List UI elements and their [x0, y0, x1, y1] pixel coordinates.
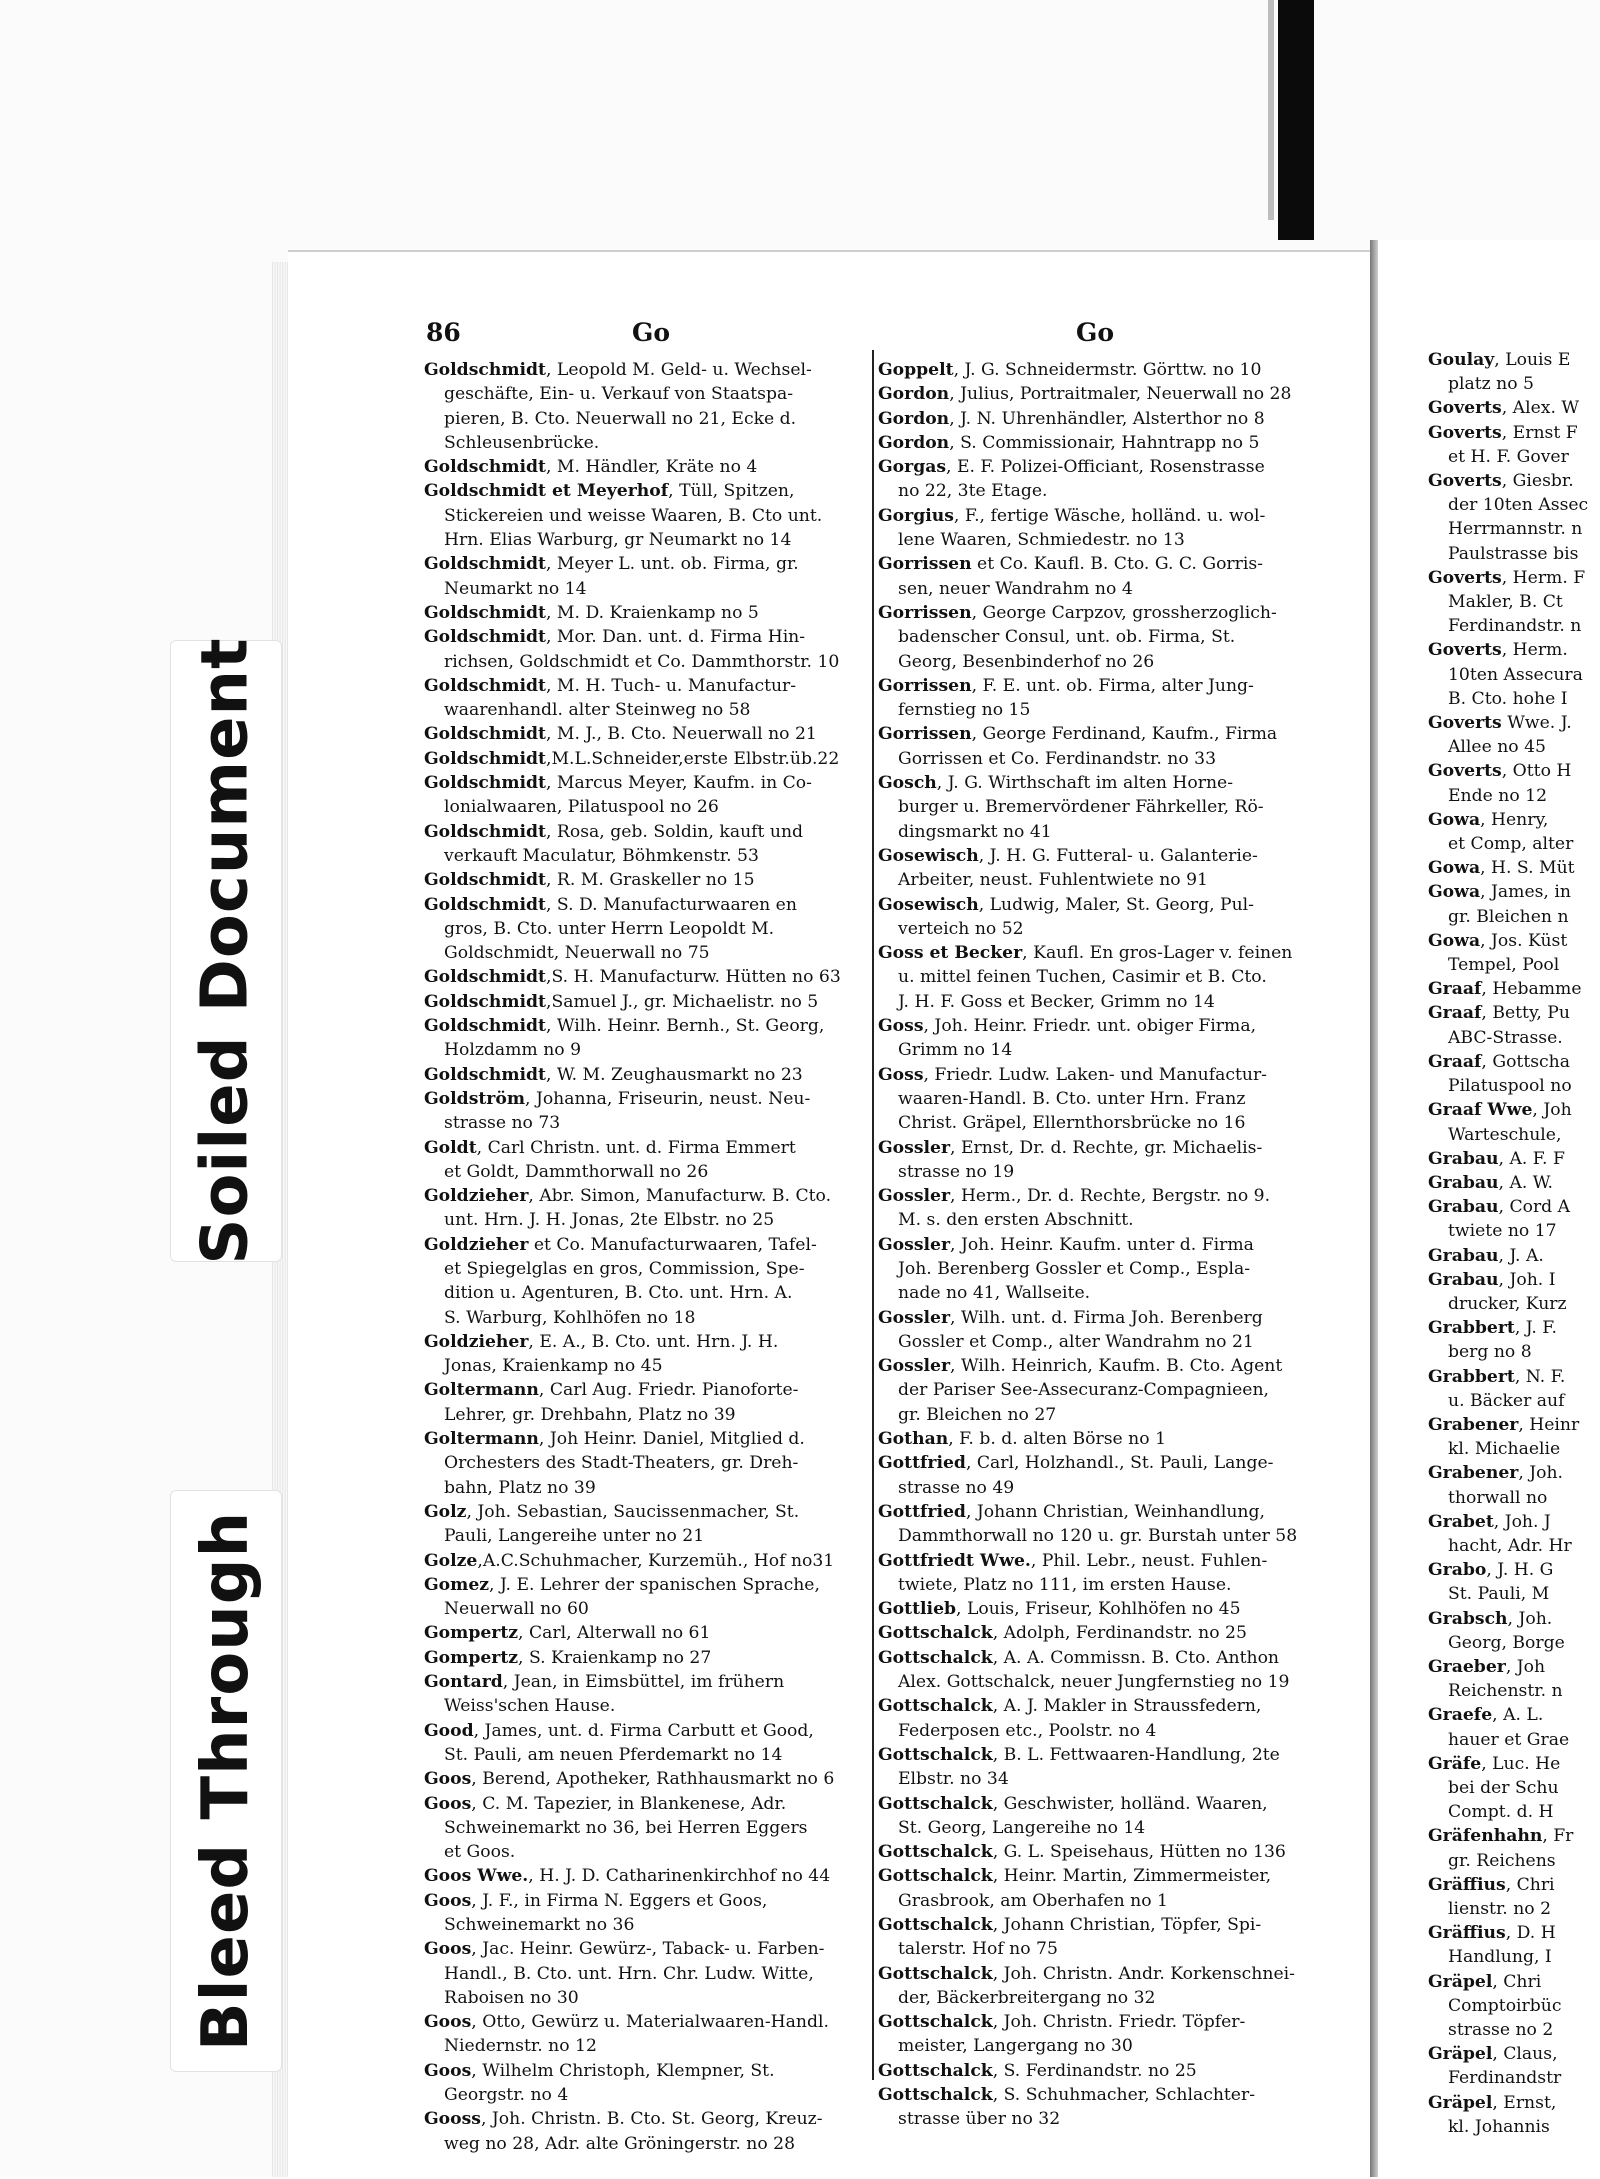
directory-entry-line: Graaf, Hebamme	[1428, 979, 1582, 1000]
directory-entry-line: u. Bäcker auf	[1448, 1390, 1565, 1411]
directory-entry-line: Raboisen no 30	[444, 1987, 579, 2008]
directory-entry-line: Goldschmidt, Marcus Meyer, Kaufm. in Co-	[424, 773, 812, 794]
directory-entry-line: Goss et Becker, Kaufl. En gros-Lager v. feinen	[878, 943, 1293, 964]
directory-entry-line: Gontard, Jean, in Eimsbüttel, im frühern	[424, 1672, 785, 1693]
directory-entry-line: Gräffius, D. H	[1428, 1923, 1556, 1944]
directory-entry-line: Schweinemarkt no 36, bei Herren Eggers	[444, 1817, 808, 1838]
directory-entry-line: Goldschmidt,S. H. Manufacturw. Hütten no 63	[424, 967, 841, 988]
directory-entry-line: Goos, J. F., in Firma N. Eggers et Goos,	[424, 1890, 768, 1911]
directory-entry-line: Gossler et Comp., alter Wandrahm no 21	[898, 1331, 1254, 1352]
directory-entry-line: Goverts, Herm.	[1428, 640, 1568, 661]
bleed-through-text: Bleed Through	[189, 1510, 263, 2052]
directory-entry-line: Handlung, I	[1448, 1947, 1552, 1968]
directory-entry-line: Goos, Jac. Heinr. Gewürz-, Taback- u. Farben-	[424, 1939, 825, 1960]
directory-entry-line: J. H. F. Goss et Becker, Grimm no 14	[898, 991, 1215, 1012]
directory-entry-line: Grabau, Cord A	[1428, 1197, 1571, 1218]
directory-entry-line: Goverts, Ernst F	[1428, 422, 1578, 443]
directory-entry-line: geschäfte, Ein- u. Verkauf von Staatspa-	[444, 384, 794, 405]
directory-entry-line: Golz, Joh. Sebastian, Saucissenmacher, St.	[424, 1501, 800, 1522]
directory-entry-line: et Spiegelglas en gros, Commission, Spe-	[444, 1258, 805, 1279]
directory-entry-line: St. Pauli, M	[1448, 1584, 1550, 1605]
directory-entry-line: Gowa, Jos. Küst	[1428, 930, 1568, 951]
directory-entry-line: Grabener, Joh.	[1428, 1463, 1564, 1484]
directory-entry-line: Allee no 45	[1448, 737, 1546, 758]
directory-entry-line: Reichenstr. n	[1448, 1681, 1563, 1702]
directory-entry-line: Goltermann, Joh Heinr. Daniel, Mitglied d.	[424, 1429, 805, 1450]
directory-entry-line: kl. Michaelie	[1448, 1439, 1561, 1460]
directory-entry-line: Alex. Gottschalck, neuer Jungfernstieg no 19	[898, 1672, 1290, 1693]
directory-entry-line: unt. Hrn. J. H. Jonas, 2te Elbstr. no 25	[444, 1210, 775, 1231]
directory-entry-line: Goverts, Alex. W	[1428, 398, 1580, 419]
directory-column-right	[1428, 348, 1600, 2139]
directory-entry-line: weg no 28, Adr. alte Gröningerstr. no 28	[444, 2133, 796, 2154]
directory-entry-line: Gottschalck, Johann Christian, Töpfer, Spi-	[878, 1915, 1262, 1935]
directory-entry-line: et Comp, alter	[1448, 834, 1574, 855]
directory-entry-line: Grabener, Heinr	[1428, 1414, 1580, 1435]
directory-entry-line: Grabau, J. A.	[1428, 1245, 1544, 1266]
directory-entry-line: Gottschalck, S. Ferdinandstr. no 25	[878, 2060, 1197, 2081]
directory-entry-line: S. Warburg, Kohlhöfen no 18	[444, 1307, 696, 1328]
directory-entry-line: Tempel, Pool	[1448, 955, 1560, 976]
directory-entry-line: Gottschalck, A. J. Makler in Straussfedern,	[878, 1696, 1262, 1717]
directory-entry-line: nade no 41, Wallseite.	[898, 1283, 1091, 1304]
directory-entry-line: Goos, C. M. Tapezier, in Blankenese, Adr.	[424, 1793, 787, 1814]
directory-entry-line: St. Pauli, am neuen Pferdemarkt no 14	[444, 1744, 783, 1765]
directory-entry-line: strasse no 73	[444, 1113, 561, 1134]
directory-entry-line: Pilatuspool no	[1448, 1076, 1572, 1097]
column-divider	[872, 350, 874, 2080]
directory-entry-line: Gottfriedt Wwe., Phil. Lebr., neust. Fuhlen-	[878, 1550, 1268, 1571]
directory-entry-line: Christ. Gräpel, Ellernthorsbrücke no 16	[898, 1113, 1246, 1134]
directory-entry-line: Gottfried, Carl, Holzhandl., St. Pauli, Lange-	[878, 1453, 1274, 1474]
soiled-document-text: Soiled Document	[189, 637, 263, 1265]
directory-entry-line: dition u. Agenturen, B. Cto. unt. Hrn. A.	[444, 1283, 793, 1304]
directory-entry-line: bahn, Platz no 39	[444, 1477, 596, 1498]
directory-entry-line: Neumarkt no 14	[444, 578, 587, 599]
directory-entry-line: Makler, B. Ct	[1448, 592, 1563, 613]
directory-entry-line: Goldschmidt, Mor. Dan. unt. d. Firma Hin-	[424, 627, 806, 648]
directory-entry-line: Gräpel, Chri	[1428, 1971, 1542, 1992]
directory-entry-line: Gowa, Henry,	[1428, 809, 1549, 830]
directory-entry-line: et Goos.	[444, 1842, 516, 1863]
directory-entry-line: Handl., B. Cto. unt. Hrn. Chr. Ludw. Witte,	[444, 1963, 814, 1984]
directory-entry-line: Grabet, Joh. J	[1428, 1511, 1551, 1532]
directory-entry-line: Grabo, J. H. G	[1428, 1560, 1554, 1581]
directory-entry-line: Gottschalck, Geschwister, holländ. Waaren,	[878, 1793, 1268, 1814]
directory-entry-line: Gossler, Wilh. Heinrich, Kaufm. B. Cto. Agent	[878, 1356, 1283, 1377]
directory-entry-line: Goldschmidt,Samuel J., gr. Michaelistr. no 5	[424, 991, 819, 1012]
directory-entry-line: waarenhandl. alter Steinweg no 58	[444, 700, 751, 721]
directory-entry-line: Goldschmidt,M.L.Schneider,erste Elbstr.üb.22	[424, 748, 840, 769]
directory-entry-line: Neuerwall no 60	[444, 1599, 589, 1620]
directory-entry-line: Gompertz, S. Kraienkamp no 27	[424, 1647, 712, 1668]
directory-entry-line: sen, neuer Wandrahm no 4	[898, 578, 1133, 599]
directory-entry-line: Grasbrook, am Oberhafen no 1	[898, 1890, 1168, 1911]
directory-entry-line: Goverts Wwe. J.	[1428, 713, 1572, 734]
directory-entry-line: Niedernstr. no 12	[444, 2036, 597, 2057]
running-head-left: Go	[632, 318, 671, 347]
directory-entry-line: Gottschalck, Joh. Christn. Andr. Korkenschnei-	[878, 1963, 1295, 1984]
directory-entry-line: dingsmarkt no 41	[898, 821, 1052, 842]
directory-entry-line: Goldschmidt, W. M. Zeughausmarkt no 23	[424, 1064, 803, 1085]
directory-entry-line: Jonas, Kraienkamp no 45	[444, 1356, 663, 1377]
directory-entry-line: Comptoirbüc	[1448, 1995, 1562, 2016]
directory-entry-line: Gompertz, Carl, Alterwall no 61	[424, 1623, 711, 1644]
directory-entry-line: Gräpel, Claus,	[1428, 2044, 1558, 2065]
directory-entry-line: Gottlieb, Louis, Friseur, Kohlhöfen no 45	[878, 1599, 1241, 1620]
directory-entry-line: Gordon, Julius, Portraitmaler, Neuerwall no 28	[878, 384, 1292, 405]
directory-entry-line: Gorgius, F., fertige Wäsche, holländ. u. wol-	[878, 505, 1266, 526]
directory-entry-line: Weiss'schen Hause.	[444, 1696, 616, 1717]
directory-entry-line: hauer et Grae	[1448, 1729, 1570, 1750]
directory-entry-line: Schweinemarkt no 36	[444, 1915, 635, 1935]
directory-entry-line: Gottschalck, Heinr. Martin, Zimmermeister,	[878, 1866, 1272, 1887]
directory-entry-line: Goldzieher, Abr. Simon, Manufacturw. B. Cto.	[424, 1186, 832, 1207]
directory-entry-line: Warteschule,	[1448, 1124, 1562, 1145]
directory-entry-line: Gosewisch, J. H. G. Futteral- u. Galanterie-	[878, 845, 1258, 866]
directory-entry-line: Grabau, A. F. F	[1428, 1148, 1565, 1169]
directory-entry-line: Gräfenhahn, Fr	[1428, 1826, 1574, 1847]
directory-entry-line: platz no 5	[1448, 374, 1534, 395]
directory-entry-line: Goldschmidt, R. M. Graskeller no 15	[424, 870, 755, 891]
directory-entry-line: et H. F. Gover	[1448, 446, 1569, 467]
directory-entry-line: Golze,A.C.Schuhmacher, Kurzemüh., Hof no31	[424, 1550, 835, 1571]
directory-entry-line: no 22, 3te Etage.	[898, 481, 1048, 502]
directory-entry-line: Goos Wwe., H. J. D. Catharinenkirchhof no 44	[424, 1866, 831, 1887]
directory-entry-line: Goldschmidt, Meyer L. unt. ob. Firma, gr.	[424, 554, 799, 575]
directory-entry-line: Gossler, Herm., Dr. d. Rechte, Bergstr. no 9.	[878, 1186, 1271, 1207]
directory-entry-line: Gorrissen, F. E. unt. ob. Firma, alter Jung-	[878, 675, 1254, 696]
directory-entry-line: Goldschmidt, Leopold M. Geld- u. Wechsel-	[424, 360, 812, 380]
directory-entry-line: strasse no 19	[898, 1161, 1015, 1182]
directory-entry-line: hacht, Adr. Hr	[1448, 1535, 1572, 1556]
directory-entry-line: Graaf Wwe, Joh	[1428, 1100, 1572, 1121]
directory-entry-line: Goppelt, J. G. Schneidermstr. Görttw. no 10	[878, 360, 1262, 380]
directory-entry-line: Goldschmidt, S. D. Manufacturwaaren en	[424, 894, 797, 915]
directory-entry-line: Goldschmidt, M. Händler, Kräte no 4	[424, 457, 758, 478]
directory-entry-line: Goos, Wilhelm Christoph, Klempner, St.	[424, 2060, 775, 2081]
directory-entry-line: Goltermann, Carl Aug. Friedr. Pianoforte-	[424, 1380, 799, 1401]
directory-entry-line: Gomez, J. E. Lehrer der spanischen Sprache,	[424, 1574, 820, 1595]
directory-entry-line: gr. Bleichen no 27	[898, 1404, 1057, 1425]
directory-entry-line: drucker, Kurz	[1448, 1293, 1567, 1314]
directory-entry-line: Gorrissen, George Carpzov, grossherzoglich-	[878, 602, 1277, 623]
directory-entry-line: Paulstrasse bis	[1448, 543, 1579, 564]
directory-entry-line: B. Cto. hohe I	[1448, 688, 1568, 709]
directory-entry-line: waaren-Handl. B. Cto. unter Hrn. Franz	[898, 1088, 1246, 1109]
directory-entry-line: lonialwaaren, Pilatuspool no 26	[444, 797, 719, 818]
directory-entry-line: Gorgas, E. F. Polizei-Officiant, Rosenstrasse	[878, 457, 1265, 478]
directory-entry-line: richsen, Goldschmidt et Co. Dammthorstr. 10	[444, 651, 840, 672]
directory-entry-line: St. Georg, Langereihe no 14	[898, 1817, 1146, 1838]
directory-entry-line: Gossler, Wilh. unt. d. Firma Joh. Berenberg	[878, 1307, 1263, 1328]
directory-entry-line: gros, B. Cto. unter Herrn Leopoldt M.	[444, 918, 775, 939]
directory-entry-line: der 10ten Assec	[1448, 495, 1589, 516]
directory-entry-line: Goldt, Carl Christn. unt. d. Firma Emmert	[424, 1137, 796, 1158]
directory-entry-line: Gowa, James, in	[1428, 882, 1571, 903]
running-head-right: Go	[1076, 318, 1115, 347]
directory-entry-line: 10ten Assecura	[1448, 664, 1583, 685]
directory-entry-line: Goldschmidt, Wilh. Heinr. Bernh., St. Georg,	[424, 1016, 825, 1037]
directory-entry-line: Good, James, unt. d. Firma Carbutt et Good,	[424, 1720, 814, 1741]
directory-entry-line: berg no 8	[1448, 1342, 1532, 1363]
directory-entry-line: Gottschalck, B. L. Fettwaaren-Handlung, 2te	[878, 1744, 1280, 1765]
directory-entry-line: der Pariser See-Assecuranz-Compagnieen,	[898, 1380, 1270, 1401]
directory-entry-line: Goldzieher, E. A., B. Cto. unt. Hrn. J. H.	[424, 1331, 779, 1352]
directory-entry-line: twiete, Platz no 111, im ersten Hause.	[898, 1574, 1232, 1595]
directory-entry-line: Grabau, Joh. I	[1428, 1269, 1556, 1290]
directory-entry-line: Goos, Otto, Gewürz u. Materialwaaren-Handl.	[424, 2012, 829, 2033]
directory-entry-line: Goldzieher et Co. Manufacturwaaren, Tafel-	[424, 1234, 817, 1255]
directory-entry-line: Graaf, Betty, Pu	[1428, 1003, 1570, 1024]
directory-entry-line: gr. Bleichen n	[1448, 906, 1569, 927]
directory-entry-line: Georgstr. no 4	[444, 2085, 569, 2106]
directory-entry-line: Goldschmidt, Neuerwall no 75	[444, 943, 710, 964]
directory-entry-line: Gosewisch, Ludwig, Maler, St. Georg, Pul-	[878, 894, 1254, 915]
directory-entry-line: Lehrer, gr. Drehbahn, Platz no 39	[444, 1404, 736, 1425]
directory-entry-line: Goverts, Giesbr.	[1428, 471, 1574, 492]
directory-entry-line: M. s. den ersten Abschnitt.	[898, 1210, 1134, 1231]
directory-entry-line: Goverts, Otto H	[1428, 761, 1572, 782]
directory-entry-line: Goss, Friedr. Ludw. Laken- und Manufactur-	[878, 1064, 1267, 1085]
directory-entry-line: Grabbert, J. F.	[1428, 1318, 1557, 1339]
directory-entry-line: verteich no 52	[898, 918, 1024, 939]
directory-entry-line: strasse no 2	[1448, 2020, 1554, 2041]
directory-entry-line: kl. Johannis	[1448, 2116, 1550, 2137]
directory-entry-line: Goldström, Johanna, Friseurin, neust. Neu-	[424, 1088, 811, 1109]
directory-entry-line: ABC-Strasse.	[1448, 1027, 1563, 1048]
directory-entry-line: Goldschmidt, M. J., B. Cto. Neuerwall no 21	[424, 724, 817, 745]
directory-entry-line: Gorrissen, George Ferdinand, Kaufm., Firma	[878, 724, 1278, 745]
directory-entry-line: Gottschalck, Adolph, Ferdinandstr. no 25	[878, 1623, 1247, 1644]
directory-entry-line: meister, Langergang no 30	[898, 2036, 1133, 2057]
directory-entry-line: Ende no 12	[1448, 785, 1548, 806]
directory-entry-line: Herrmannstr. n	[1448, 519, 1583, 540]
directory-entry-line: Gottschalck, A. A. Commissn. B. Cto. Anthon	[878, 1647, 1279, 1668]
directory-entry-line: Pauli, Langereihe unter no 21	[444, 1526, 705, 1547]
directory-entry-line: gr. Reichens	[1448, 1850, 1556, 1871]
directory-entry-line: Goldschmidt, M. H. Tuch- u. Manufactur-	[424, 675, 797, 696]
directory-entry-line: lienstr. no 2	[1448, 1899, 1552, 1919]
directory-entry-line: Graaf, Gottscha	[1428, 1051, 1570, 1072]
directory-entry-line: Schleusenbrücke.	[444, 432, 600, 453]
directory-entry-line: Grabsch, Joh.	[1428, 1608, 1553, 1629]
directory-entry-line: Graefe, A. L.	[1428, 1705, 1544, 1726]
scanner-edge-shadow	[1268, 0, 1274, 220]
directory-entry-line: thorwall no	[1448, 1487, 1548, 1508]
directory-entry-line: Gottschalck, S. Schuhmacher, Schlachter-	[878, 2085, 1256, 2106]
soiled-document-label	[170, 637, 282, 1265]
bleed-through-label	[170, 1490, 282, 2072]
directory-entry-line: Ferdinandstr	[1448, 2068, 1562, 2089]
directory-entry-line: Grimm no 14	[898, 1040, 1013, 1061]
directory-entry-line: Georg, Borge	[1448, 1632, 1565, 1653]
directory-entry-line: strasse über no 32	[898, 2109, 1061, 2130]
directory-entry-line: Gräpel, Ernst,	[1428, 2092, 1557, 2113]
directory-entry-line: Holzdamm no 9	[444, 1040, 582, 1061]
directory-entry-line: Gooss, Joh. Christn. B. Cto. St. Georg, Kreuz-	[424, 2109, 823, 2130]
directory-entry-line: Gräfe, Luc. He	[1428, 1753, 1561, 1774]
directory-entry-line: Gowa, H. S. Müt	[1428, 858, 1575, 879]
directory-column-left	[424, 358, 870, 2156]
directory-entry-line: Goss, Joh. Heinr. Friedr. unt. obiger Firma,	[878, 1016, 1257, 1037]
directory-entry-line: Stickereien und weisse Waaren, B. Cto unt.	[444, 505, 823, 526]
directory-entry-line: u. mittel feinen Tuchen, Casimir et B. Cto.	[898, 967, 1267, 988]
directory-entry-line: Grabbert, N. F.	[1428, 1366, 1566, 1387]
directory-entry-line: fernstieg no 15	[898, 700, 1031, 721]
directory-entry-line: et Goldt, Dammthorwall no 26	[444, 1161, 709, 1182]
directory-entry-line: Compt. d. H	[1448, 1802, 1554, 1823]
directory-entry-line: Hrn. Elias Warburg, gr Neumarkt no 14	[444, 530, 792, 551]
directory-entry-line: Goos, Berend, Apotheker, Rathhausmarkt no 6	[424, 1769, 835, 1790]
directory-entry-line: Goldschmidt, M. D. Kraienkamp no 5	[424, 602, 759, 623]
book-gutter	[1370, 240, 1378, 2177]
directory-entry-line: Federposen etc., Poolstr. no 4	[898, 1720, 1157, 1741]
directory-entry-line: Gorrissen et Co. Kaufl. B. Cto. G. C. Gorris-	[878, 554, 1263, 575]
directory-entry-line: Gosch, J. G. Wirthschaft im alten Horne-	[878, 773, 1233, 794]
directory-entry-line: badenscher Consul, unt. ob. Firma, St.	[898, 627, 1236, 648]
directory-entry-line: Elbstr. no 34	[898, 1769, 1009, 1790]
directory-entry-line: Ferdinandstr. n	[1448, 616, 1582, 637]
directory-entry-line: verkauft Maculatur, Böhmkenstr. 53	[444, 845, 759, 866]
directory-entry-line: Gorrissen et Co. Ferdinandstr. no 33	[898, 748, 1217, 769]
directory-entry-line: pieren, B. Cto. Neuerwall no 21, Ecke d.	[444, 408, 797, 429]
directory-entry-line: der, Bäckerbreitergang no 32	[898, 1987, 1156, 2008]
directory-entry-line: Gordon, J. N. Uhrenhändler, Alsterthor no 8	[878, 408, 1265, 429]
directory-entry-line: Gossler, Ernst, Dr. d. Rechte, gr. Michaelis-	[878, 1137, 1263, 1158]
directory-entry-line: Gothan, F. b. d. alten Börse no 1	[878, 1429, 1166, 1450]
directory-column-middle	[878, 358, 1340, 2132]
directory-entry-line: bei der Schu	[1448, 1777, 1559, 1798]
directory-entry-line: Gottfried, Johann Christian, Weinhandlung,	[878, 1501, 1265, 1522]
directory-entry-line: talerstr. Hof no 75	[898, 1939, 1058, 1960]
directory-entry-line: Grabau, A. W.	[1428, 1172, 1553, 1193]
directory-entry-line: Gottschalck, Joh. Christn. Friedr. Töpfer-	[878, 2012, 1246, 2033]
directory-entry-line: Gräffius, Chri	[1428, 1874, 1555, 1895]
directory-entry-line: burger u. Bremervördener Fährkeller, Rö-	[898, 797, 1264, 818]
directory-entry-line: twiete no 17	[1448, 1221, 1557, 1242]
directory-entry-line: Gossler, Joh. Heinr. Kaufm. unter d. Firma	[878, 1234, 1254, 1255]
scanner-black-strip	[1278, 0, 1314, 240]
directory-entry-line: Goulay, Louis E	[1428, 350, 1571, 370]
directory-entry-line: Gordon, S. Commissionair, Hahntrapp no 5	[878, 432, 1260, 453]
directory-entry-line: Goverts, Herm. F	[1428, 567, 1586, 588]
directory-entry-line: Goldschmidt et Meyerhof, Tüll, Spitzen,	[424, 481, 795, 502]
directory-entry-line: Gottschalck, G. L. Speisehaus, Hütten no 136	[878, 1842, 1286, 1863]
directory-entry-line: Dammthorwall no 120 u. gr. Burstah unter 58	[898, 1526, 1298, 1547]
directory-entry-line: Orchesters des Stadt-Theaters, gr. Dreh-	[444, 1453, 799, 1474]
directory-entry-line: Goldschmidt, Rosa, geb. Soldin, kauft und	[424, 821, 804, 842]
directory-entry-line: Joh. Berenberg Gossler et Comp., Espla-	[898, 1258, 1251, 1279]
directory-entry-line: Georg, Besenbinderhof no 26	[898, 651, 1155, 672]
directory-entry-line: Arbeiter, neust. Fuhlentwiete no 91	[898, 870, 1208, 891]
page-number: 86	[426, 318, 461, 347]
directory-entry-line: Graeber, Joh	[1428, 1656, 1546, 1677]
directory-entry-line: lene Waaren, Schmiedestr. no 13	[898, 530, 1185, 551]
directory-entry-line: strasse no 49	[898, 1477, 1015, 1498]
